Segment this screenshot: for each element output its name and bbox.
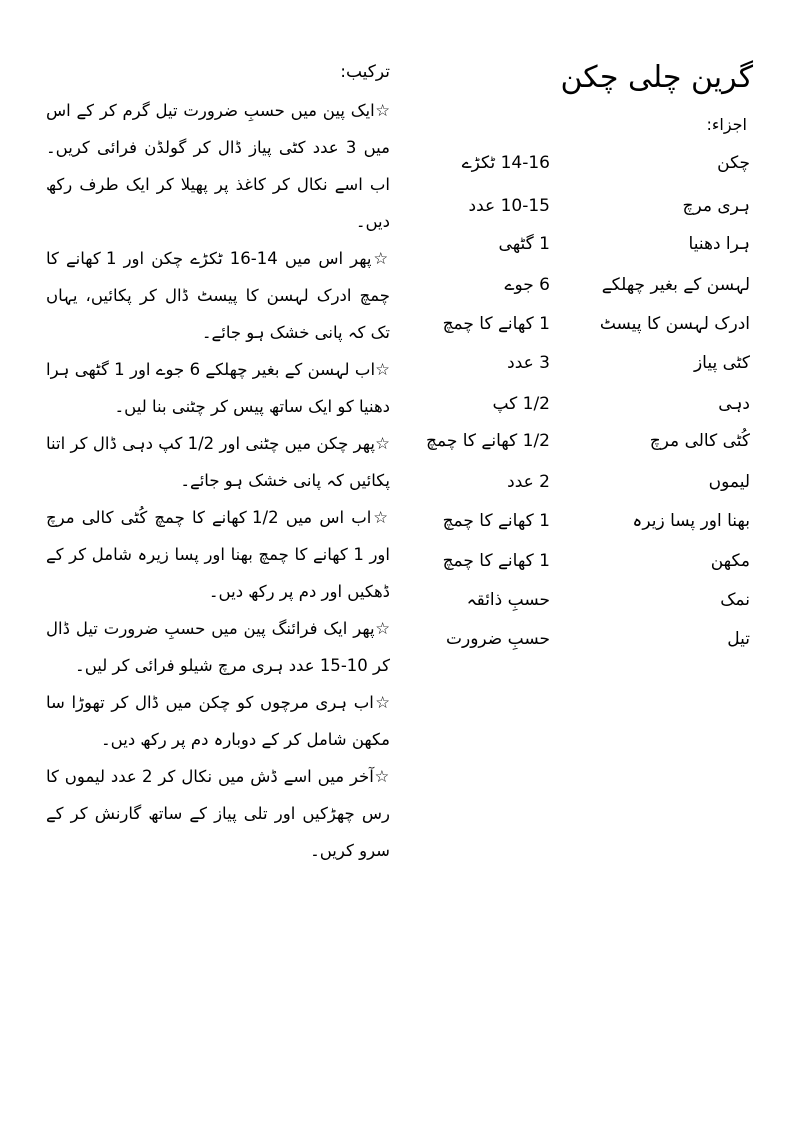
ingredient-name: کٹی پیاز [693, 353, 750, 373]
ingredient-quantity: 14-16 ٹکڑے [461, 153, 550, 173]
ingredient-name: چکن [717, 153, 750, 173]
ingredient-quantity: 10-15 عدد [468, 196, 550, 216]
ingredient-quantity: 1 کھانے کا چمچ [442, 314, 550, 334]
ingredient-name: ہری مرچ [682, 196, 750, 216]
ingredient-quantity: حسبِ ذائقہ [466, 590, 550, 610]
ingredients-heading: اجزاء: [706, 115, 747, 134]
ingredient-name: دہی [718, 394, 750, 414]
method-steps [46, 92, 390, 869]
method-step: ☆پھر اس میں 14-16 ٹکڑے چکن اور 1 کھانے کا چمچ ادرک لہسن کا پیسٹ ڈال کر پکائیں، یہاں تک کہ پانی خشک ہو جائے۔ [46, 249, 390, 342]
ingredient-row [440, 585, 750, 615]
ingredient-quantity: 6 جوے [504, 275, 550, 295]
ingredient-quantity: 1 کھانے کا چمچ [442, 551, 550, 571]
ingredient-quantity: 2 عدد [507, 472, 550, 492]
ingredient-row [440, 348, 750, 378]
ingredient-quantity: 1 گٹھی [498, 234, 550, 254]
ingredient-name: لہسن کے بغیر چھلکے [601, 275, 750, 295]
ingredient-row [440, 624, 750, 654]
ingredient-row [426, 426, 750, 456]
ingredient-row [440, 546, 750, 576]
ingredient-name: ادرک لہسن کا پیسٹ [599, 314, 750, 334]
ingredient-row [440, 389, 750, 419]
method-step: ☆اب لہسن کے بغیر چھلکے 6 جوے اور 1 گٹھی ہرا دھنیا کو ایک ساتھ پیس کر چٹنی بنا لیں۔ [46, 360, 390, 416]
ingredient-name: بھنا اور پسا زیرہ [632, 511, 750, 531]
ingredient-quantity: حسبِ ضرورت [445, 629, 550, 649]
ingredient-name: تیل [727, 629, 750, 649]
ingredient-row [440, 506, 750, 536]
ingredient-name: کُٹی کالی مرچ [649, 431, 750, 451]
ingredient-row [440, 148, 750, 178]
ingredient-row [440, 191, 750, 221]
ingredient-quantity: 1/2 کھانے کا چمچ [426, 431, 550, 451]
method-step: ☆اب اس میں 1/2 کھانے کا چمچ کُٹی کالی مرچ اور 1 کھانے کا چمچ بھنا اور پسا زیرہ شامل کر کے ڈھکیں اور دم پر رکھ دیں۔ [46, 508, 390, 601]
method-step: ☆اب ہری مرچوں کو چکن میں ڈال کر تھوڑا سا مکھن شامل کر کے دوبارہ دم پر رکھ دیں۔ [46, 693, 390, 749]
method-step: ☆آخر میں اسے ڈش میں نکال کر 2 عدد لیموں کا رس چھڑکیں اور تلی پیاز کے ساتھ گارنش کر کے سرو کریں۔ [46, 767, 390, 860]
recipe-title: گرین چلی چکن [560, 60, 753, 95]
ingredient-name: ہرا دھنیا [688, 234, 750, 254]
ingredient-quantity: 1/2 کپ [492, 394, 550, 414]
ingredient-name: نمک [720, 590, 750, 610]
ingredient-quantity: 1 کھانے کا چمچ [442, 511, 550, 531]
ingredient-row [440, 229, 750, 259]
ingredient-row [440, 467, 750, 497]
method-step: ☆پھر ایک فرائنگ پین میں حسبِ ضرورت تیل ڈال کر 10-15 عدد ہری مرچ شیلو فرائی کر لیں۔ [46, 619, 390, 675]
ingredient-name: مکھن [710, 551, 750, 571]
method-step: ☆ایک پین میں حسبِ ضرورت تیل گرم کر کے اس میں 3 عدد کٹی پیاز ڈال کر گولڈن فرائی کریں۔ اب اسے نکال کر کاغذ پر پھیلا کر ایک طرف رکھ دیں۔ [46, 101, 390, 231]
method-step: ☆پھر چکن میں چٹنی اور 1/2 کپ دہی ڈال کر اتنا پکائیں کہ پانی خشک ہو جائے۔ [46, 434, 390, 490]
method-heading: ترکیب: [340, 62, 390, 82]
ingredient-row [440, 309, 750, 339]
ingredient-row [440, 270, 750, 300]
ingredient-name: لیموں [708, 472, 750, 492]
ingredient-quantity: 3 عدد [507, 353, 550, 373]
